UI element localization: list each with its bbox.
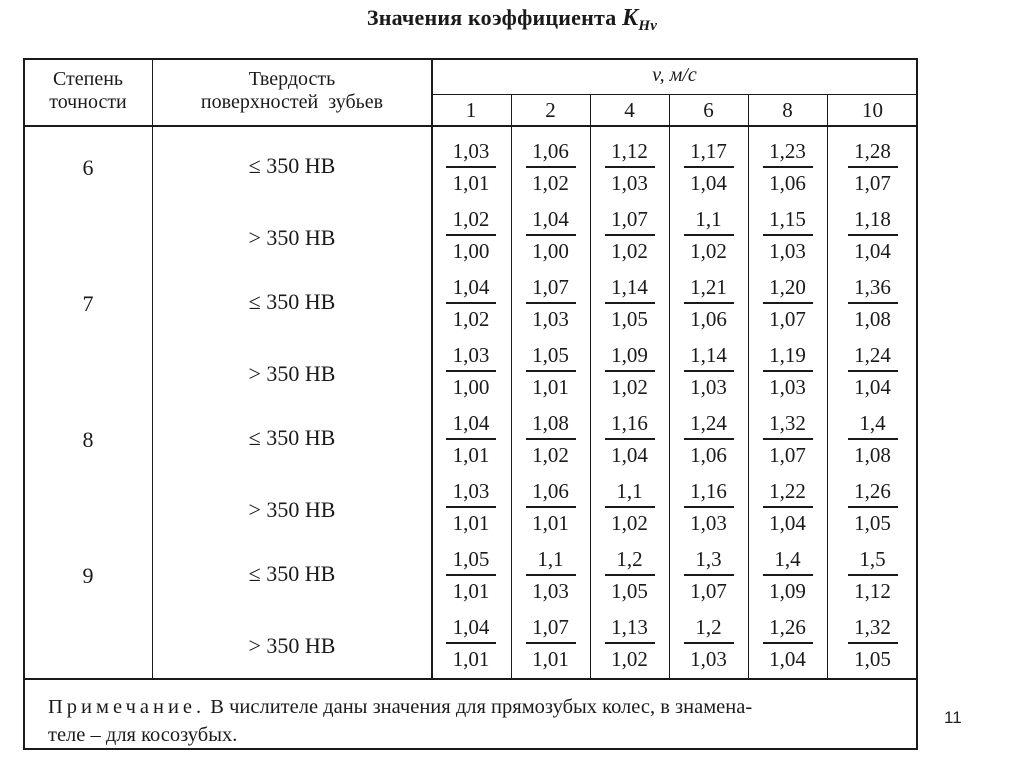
coefficient-cell (840, 478, 906, 536)
coefficient-spur: 1,23 (769, 139, 806, 163)
fraction-bar (763, 506, 813, 508)
coefficient-cell (840, 206, 906, 264)
coefficient-spur: 1,20 (769, 275, 806, 299)
fraction-bar (446, 506, 496, 508)
fraction-bar (848, 166, 898, 168)
coefficient-cell (597, 274, 663, 332)
coefficient-spur: 1,03 (452, 343, 490, 367)
fraction-bar (763, 642, 813, 644)
coefficient-cell (597, 342, 663, 400)
degree-7: 7 (82, 291, 94, 316)
coefficient-spur: 1,26 (769, 615, 806, 639)
coefficient-spur: 1,08 (532, 411, 569, 435)
coefficient-helical: 1,01 (532, 511, 569, 535)
coefficient-cell (597, 410, 663, 468)
fraction-bar (684, 438, 734, 440)
degree-8: 8 (82, 427, 94, 452)
fraction-bar (446, 166, 496, 168)
coefficient-cell (597, 614, 663, 672)
fraction-bar (526, 166, 576, 168)
coefficient-helical: 1,01 (452, 647, 490, 671)
coefficient-spur: 1,1 (537, 547, 564, 571)
coefficient-cell (676, 206, 742, 264)
coefficient-helical: 1,03 (690, 511, 727, 535)
coefficient-spur: 1,07 (532, 615, 569, 639)
header-degree-line1: Степень (52, 68, 124, 90)
fraction-bar (763, 370, 813, 372)
fraction-bar (684, 234, 734, 236)
coefficient-helical: 1,01 (452, 579, 490, 603)
fraction-bar (763, 166, 813, 168)
coefficient-helical: 1,03 (532, 307, 569, 331)
fraction-bar (848, 370, 898, 372)
coefficient-helical: 1,05 (611, 307, 648, 331)
coefficient-helical: 1,06 (690, 443, 727, 467)
coefficient-spur: 1,22 (769, 479, 806, 503)
coefficient-cell (676, 614, 742, 672)
coefficient-helical: 1,00 (452, 239, 490, 263)
coefficient-cell (518, 274, 584, 332)
fraction-bar (605, 166, 655, 168)
speed-column-rule (748, 94, 749, 678)
speed-header-1: 1 (465, 98, 477, 122)
coefficient-cell (755, 410, 821, 468)
fraction-bar (446, 642, 496, 644)
coefficient-spur: 1,2 (616, 547, 643, 571)
hardness-label: ≤ 350 HB (248, 561, 336, 586)
coefficient-cell (438, 478, 504, 536)
coefficient-cell (518, 546, 584, 604)
fraction-bar (605, 574, 655, 576)
fraction-bar (684, 370, 734, 372)
header-degree (23, 68, 153, 114)
hardness-label: > 350 HB (248, 361, 336, 386)
coefficient-cell (438, 138, 504, 196)
fraction-bar (848, 438, 898, 440)
coefficient-cell (597, 138, 663, 196)
fraction-bar (684, 574, 734, 576)
coefficient-helical: 1,07 (690, 579, 727, 603)
coefficient-spur: 1,15 (769, 207, 806, 231)
coefficient-helical: 1,04 (854, 239, 891, 263)
coefficient-cell (676, 478, 742, 536)
coefficient-cell (840, 274, 906, 332)
coefficient-spur: 1,07 (532, 275, 569, 299)
coefficient-spur: 1,05 (532, 343, 569, 367)
header-hardness-line2: поверхностей зубьев (200, 91, 384, 113)
coefficient-spur: 1,04 (452, 615, 490, 639)
coefficient-helical: 1,00 (532, 239, 569, 263)
header-hardness (153, 68, 431, 114)
coefficient-cell (676, 138, 742, 196)
coefficient-helical: 1,12 (854, 579, 891, 603)
coefficient-helical: 1,02 (690, 239, 727, 263)
coefficient-cell (676, 342, 742, 400)
header-speed (431, 64, 918, 87)
coefficient-cell (840, 410, 906, 468)
coefficient-spur: 1,32 (854, 615, 891, 639)
degree-6: 6 (82, 155, 94, 180)
header-degree-line2: точности (49, 91, 127, 113)
coefficient-spur: 1,36 (854, 275, 891, 299)
hardness-label: > 350 HB (248, 633, 336, 658)
fraction-bar (684, 642, 734, 644)
fraction-bar (684, 166, 734, 168)
coefficient-helical: 1,01 (452, 171, 490, 195)
coefficient-spur: 1,18 (854, 207, 891, 231)
fraction-bar (526, 302, 576, 304)
coefficient-cell (755, 138, 821, 196)
coefficient-helical: 1,03 (532, 579, 569, 603)
coefficient-helical: 1,02 (532, 171, 569, 195)
note-line2: теле – для косозубых. (48, 724, 238, 746)
fraction-bar (526, 574, 576, 576)
coefficient-spur: 1,5 (859, 547, 886, 571)
coefficient-spur: 1,26 (854, 479, 891, 503)
coefficient-cell (755, 274, 821, 332)
coefficient-cell (755, 478, 821, 536)
speed-header-8: 8 (782, 98, 793, 122)
coefficient-spur: 1,04 (452, 411, 490, 435)
coefficient-cell (438, 274, 504, 332)
coefficient-helical: 1,03 (769, 375, 806, 399)
fraction-bar (446, 302, 496, 304)
coefficient-helical: 1,07 (854, 171, 891, 195)
coefficient-cell (518, 410, 584, 468)
page-number: 11 (944, 708, 962, 727)
coefficient-cell (438, 206, 504, 264)
coefficient-helical: 1,06 (690, 307, 727, 331)
coefficient-spur: 1,07 (611, 207, 648, 231)
fraction-bar (763, 438, 813, 440)
coefficient-helical: 1,04 (611, 443, 648, 467)
note-top-rule (23, 678, 918, 680)
coefficient-cell (438, 410, 504, 468)
coefficient-spur: 1,05 (452, 547, 490, 571)
fraction-bar (848, 234, 898, 236)
page-title (0, 5, 1024, 35)
coefficient-helical: 1,02 (532, 443, 569, 467)
coefficient-helical: 1,02 (611, 511, 648, 535)
title-symbol-k: K (622, 5, 639, 31)
header-speed-text: v, м/с (652, 64, 697, 86)
coefficient-spur: 1,28 (854, 139, 891, 163)
coefficient-spur: 1,21 (690, 275, 727, 299)
coefficient-helical: 1,03 (690, 647, 727, 671)
fraction-bar (684, 302, 734, 304)
title-prefix: Значения коэффициента (366, 5, 617, 30)
note-label: Примечание. (48, 696, 206, 718)
coefficient-spur: 1,3 (695, 547, 722, 571)
coefficient-cell (518, 138, 584, 196)
coefficient-helical: 1,04 (690, 171, 727, 195)
coefficient-cell (597, 546, 663, 604)
coefficient-helical: 1,01 (452, 443, 490, 467)
degree-9: 9 (82, 563, 94, 588)
coefficient-spur: 1,19 (769, 343, 806, 367)
coefficient-helical: 1,00 (452, 375, 490, 399)
fraction-bar (848, 302, 898, 304)
fraction-bar (848, 574, 898, 576)
coefficient-helical: 1,08 (854, 443, 891, 467)
coefficient-cell (518, 478, 584, 536)
fraction-bar (446, 234, 496, 236)
coefficient-spur: 1,04 (532, 207, 569, 231)
title-symbol-subscript: Hv (638, 18, 658, 34)
coefficient-spur: 1,04 (452, 275, 490, 299)
hardness-label: ≤ 350 HB (248, 425, 336, 450)
header-bottom-rule (23, 125, 918, 127)
speed-header-4: 4 (624, 98, 635, 122)
coefficient-helical: 1,03 (611, 171, 648, 195)
coefficient-cell (438, 614, 504, 672)
hardness-label: > 350 HB (248, 225, 336, 250)
coefficient-helical: 1,07 (769, 307, 806, 331)
coefficient-helical: 1,04 (769, 647, 806, 671)
coefficient-helical: 1,08 (854, 307, 891, 331)
coefficient-cell (676, 410, 742, 468)
coefficient-helical: 1,03 (769, 239, 806, 263)
hardness-column-rule (431, 58, 433, 678)
fraction-bar (605, 438, 655, 440)
fraction-bar (763, 574, 813, 576)
fraction-bar (526, 370, 576, 372)
coefficient-spur: 1,32 (769, 411, 806, 435)
coefficient-spur: 1,4 (774, 547, 801, 571)
coefficient-cell (518, 206, 584, 264)
fraction-bar (684, 506, 734, 508)
coefficient-cell (755, 546, 821, 604)
coefficient-cell (755, 342, 821, 400)
speed-column-rule (511, 94, 512, 678)
fraction-bar (605, 506, 655, 508)
coefficient-helical: 1,05 (854, 511, 891, 535)
coefficient-helical: 1,02 (611, 375, 648, 399)
coefficient-spur: 1,13 (611, 615, 648, 639)
fraction-bar (763, 302, 813, 304)
coefficient-cell (840, 546, 906, 604)
fraction-bar (605, 302, 655, 304)
speed-header-rule (431, 94, 918, 95)
speed-header-6: 6 (703, 98, 714, 122)
coefficient-helical: 1,03 (690, 375, 727, 399)
hardness-label: ≤ 350 HB (248, 153, 336, 178)
speed-header-2: 2 (545, 98, 556, 122)
coefficient-helical: 1,01 (532, 647, 569, 671)
coefficient-spur: 1,12 (611, 139, 648, 163)
coefficient-cell (840, 138, 906, 196)
hardness-label: > 350 HB (248, 497, 336, 522)
fraction-bar (526, 506, 576, 508)
coefficient-spur: 1,14 (690, 343, 727, 367)
fraction-bar (526, 234, 576, 236)
coefficient-spur: 1,17 (690, 139, 727, 163)
coefficient-cell (597, 478, 663, 536)
coefficient-cell (840, 614, 906, 672)
coefficient-spur: 1,16 (611, 411, 648, 435)
coefficient-helical: 1,09 (769, 579, 806, 603)
coefficient-cell (755, 614, 821, 672)
table-note (48, 693, 908, 749)
coefficient-helical: 1,02 (611, 239, 648, 263)
fraction-bar (446, 370, 496, 372)
fraction-bar (526, 642, 576, 644)
coefficient-helical: 1,01 (452, 511, 490, 535)
coefficient-spur: 1,4 (859, 411, 886, 435)
coefficient-spur: 1,1 (616, 479, 643, 503)
coefficient-helical: 1,02 (611, 647, 648, 671)
coefficient-spur: 1,24 (854, 343, 891, 367)
coefficient-helical: 1,06 (769, 171, 806, 195)
coefficient-cell (438, 546, 504, 604)
coefficient-cell (676, 274, 742, 332)
fraction-bar (848, 642, 898, 644)
fraction-bar (605, 370, 655, 372)
coefficient-spur: 1,03 (452, 479, 490, 503)
coefficient-spur: 1,03 (452, 139, 490, 163)
fraction-bar (763, 234, 813, 236)
fraction-bar (526, 438, 576, 440)
coefficient-spur: 1,16 (690, 479, 727, 503)
coefficient-helical: 1,07 (769, 443, 806, 467)
speed-column-rule (669, 94, 670, 678)
coefficient-spur: 1,14 (611, 275, 648, 299)
fraction-bar (848, 506, 898, 508)
speed-header-10: 10 (862, 98, 883, 122)
coefficient-cell (518, 342, 584, 400)
coefficient-cell (597, 206, 663, 264)
coefficient-helical: 1,05 (854, 647, 891, 671)
speed-column-rule (827, 94, 828, 678)
coefficient-cell (518, 614, 584, 672)
coefficient-helical: 1,04 (854, 375, 891, 399)
coefficient-cell (840, 342, 906, 400)
fraction-bar (446, 438, 496, 440)
coefficient-helical: 1,01 (532, 375, 569, 399)
coefficient-spur: 1,06 (532, 139, 569, 163)
coefficient-cell (438, 342, 504, 400)
header-hardness-line1: Твердость (248, 68, 336, 90)
coefficient-helical: 1,05 (611, 579, 648, 603)
fraction-bar (605, 642, 655, 644)
coefficient-spur: 1,06 (532, 479, 569, 503)
coefficient-spur: 1,02 (452, 207, 490, 231)
coefficient-spur: 1,24 (690, 411, 727, 435)
note-line1: В числителе даны значения для прямозубых колес, в знамена- (210, 696, 753, 718)
coefficient-spur: 1,1 (695, 207, 722, 231)
coefficient-spur: 1,2 (695, 615, 722, 639)
coefficient-cell (755, 206, 821, 264)
hardness-label: ≤ 350 HB (248, 289, 336, 314)
speed-column-rule (590, 94, 591, 678)
coefficient-spur: 1,09 (611, 343, 648, 367)
fraction-bar (605, 234, 655, 236)
coefficient-helical: 1,02 (452, 307, 490, 331)
title-symbol (622, 5, 658, 34)
coefficient-helical: 1,04 (769, 511, 806, 535)
fraction-bar (446, 574, 496, 576)
coefficient-cell (676, 546, 742, 604)
